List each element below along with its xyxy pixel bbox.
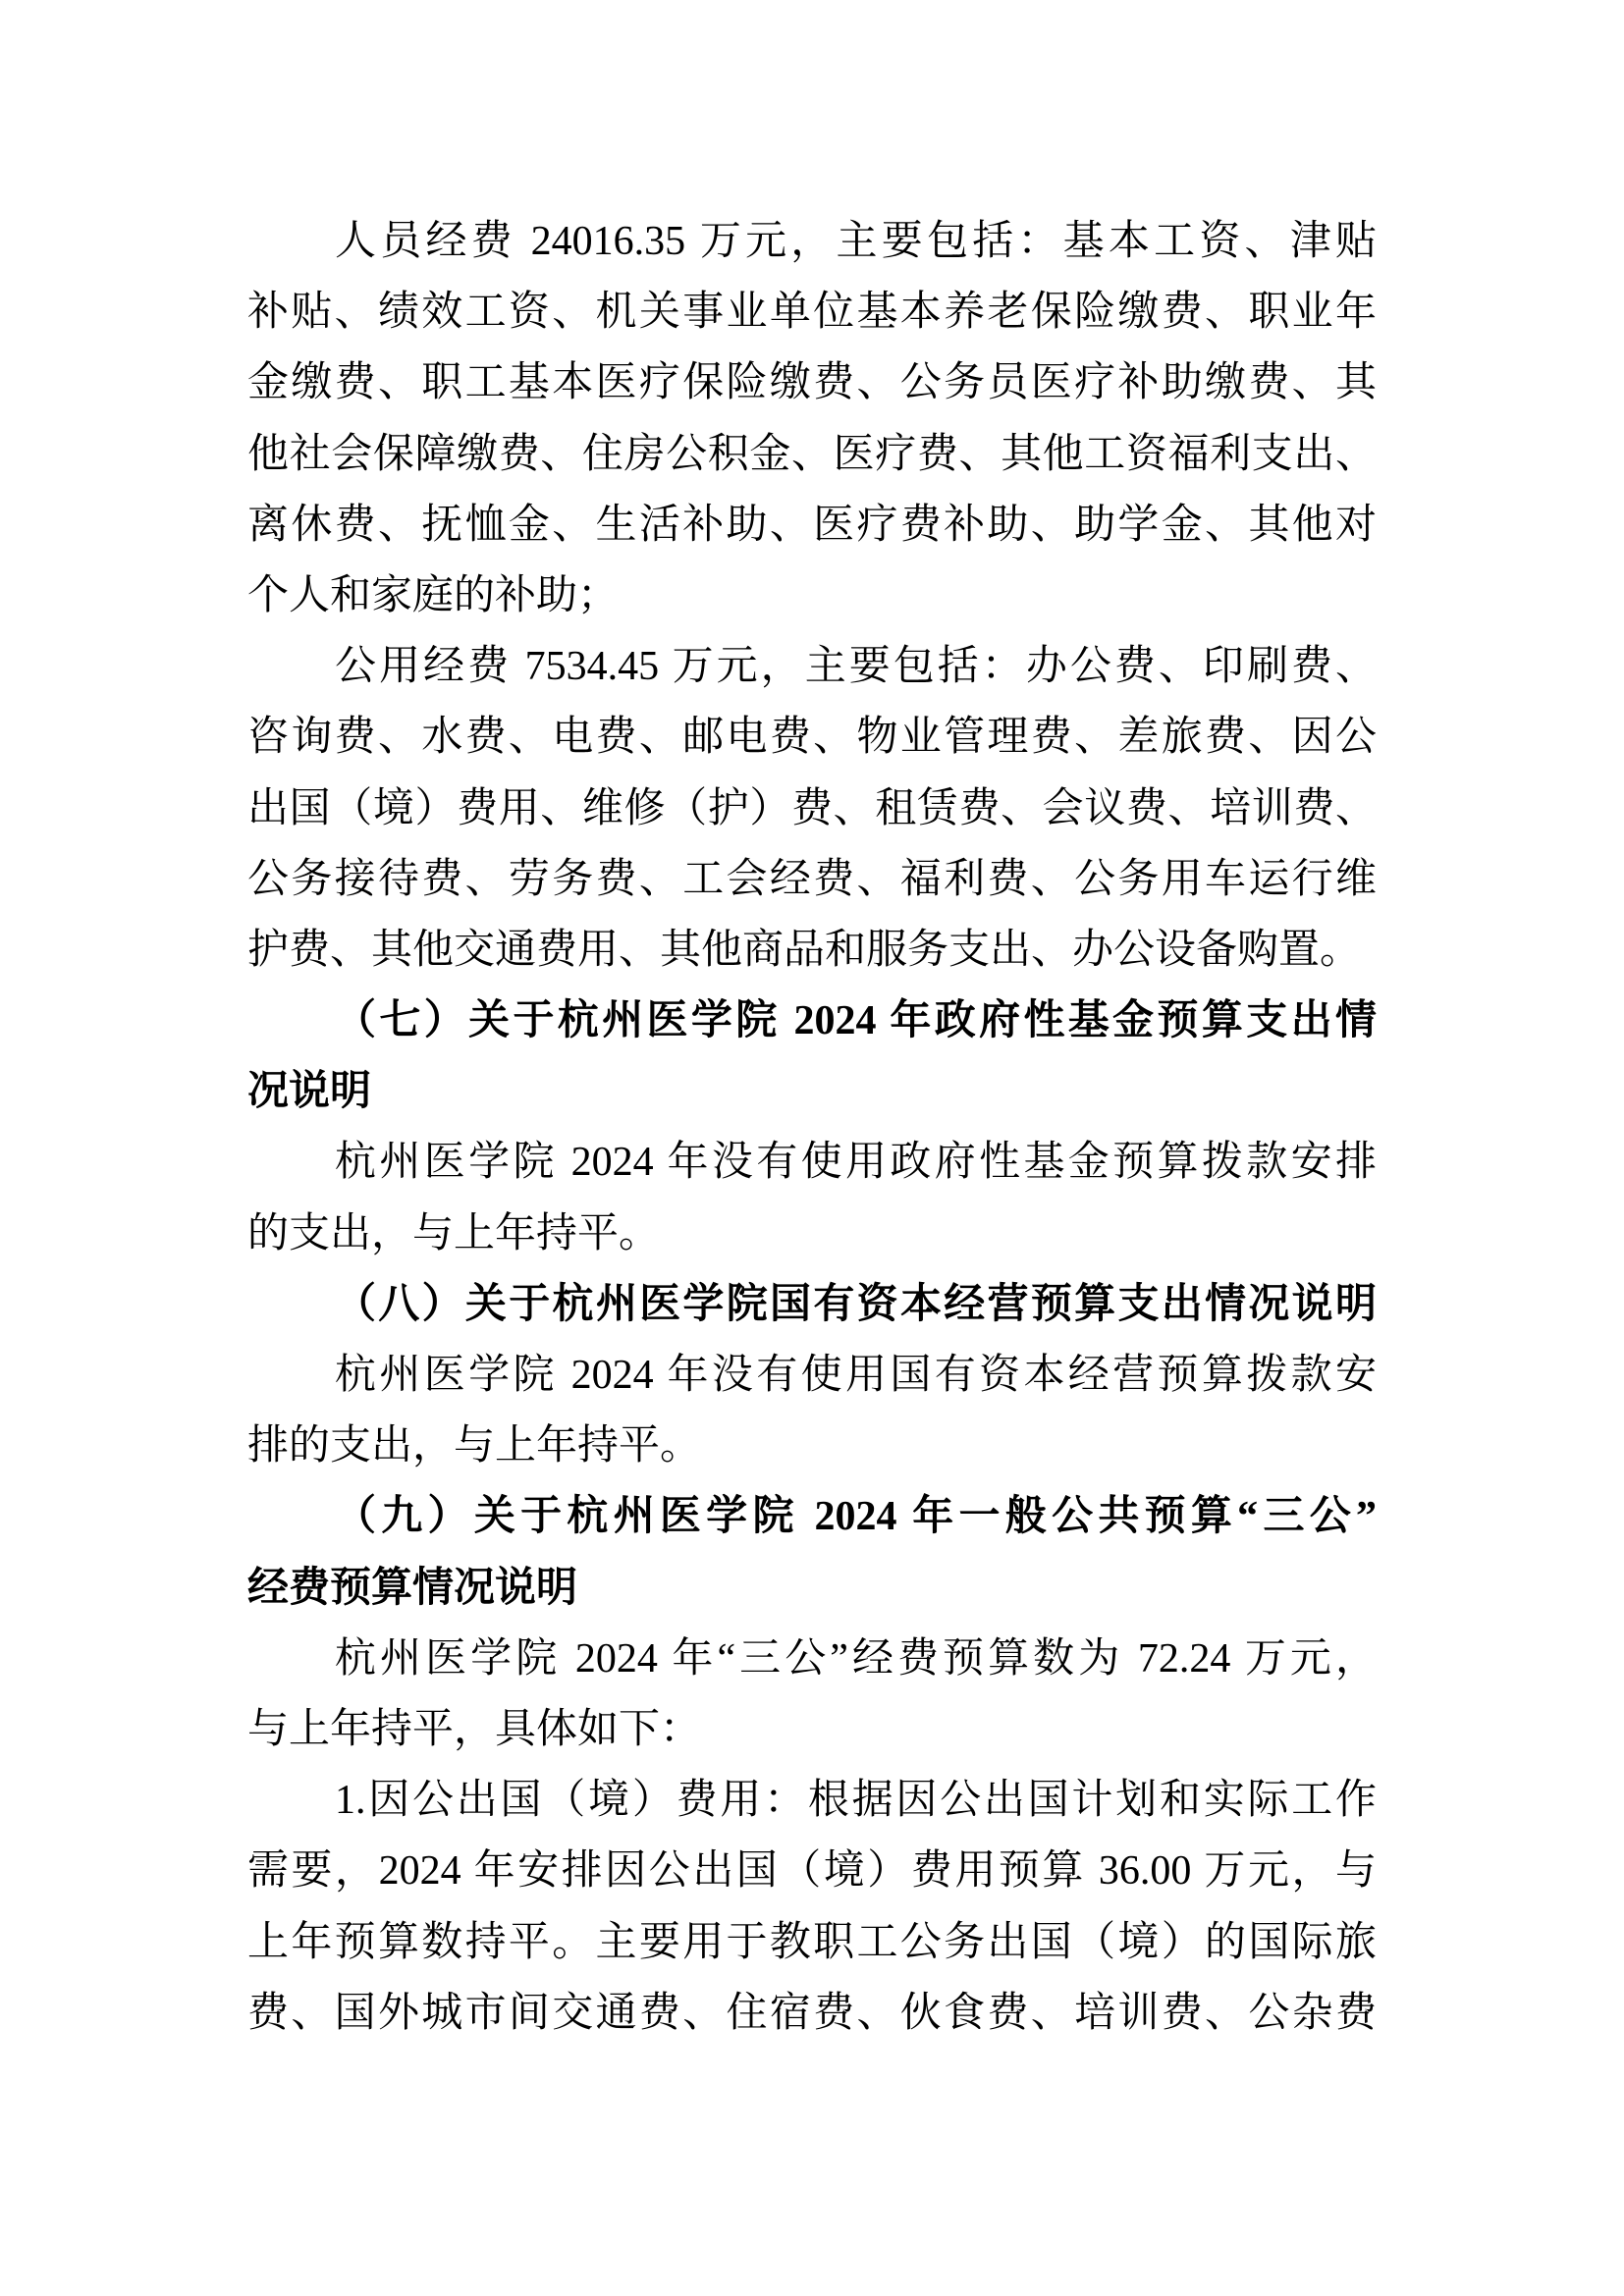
text-line: 上年预算数持平。主要用于教职工公务出国（境）的国际旅 <box>247 1919 1377 1965</box>
text-line: 人员经费 24016.35 万元，主要包括：基本工资、津贴 <box>335 219 1377 264</box>
text-line: 个人和家庭的补助； <box>247 572 620 618</box>
text-line: 的支出，与上年持平。 <box>247 1210 661 1256</box>
text-line: 与上年持平，具体如下： <box>247 1706 702 1752</box>
text-line: 需要，2024 年安排因公出国（境）费用预算 36.00 万元，与 <box>247 1848 1377 1895</box>
text-line: 护费、其他交通费用、其他商品和服务支出、办公设备购置。 <box>247 927 1362 973</box>
text-line: 他社会保障缴费、住房公积金、医疗费、其他工资福利支出、 <box>247 431 1377 477</box>
section-heading-line: 经费预算情况说明 <box>247 1565 578 1611</box>
text-line: 杭州医学院 2024 年没有使用国有资本经营预算拨款安 <box>335 1353 1377 1398</box>
document-text-block <box>247 206 1377 2049</box>
text-line: 杭州医学院 2024 年“三公”经费预算数为 72.24 万元， <box>335 1635 1377 1682</box>
text-line: 金缴费、职工基本医疗保险缴费、公务员医疗补助缴费、其 <box>247 360 1377 406</box>
text-line: 排的支出，与上年持平。 <box>247 1423 702 1469</box>
text-line: 咨询费、水费、电费、邮电费、物业管理费、差旅费、因公 <box>247 715 1377 761</box>
text-line: 出国（境）费用、维修（护）费、租赁费、会议费、培训费、 <box>247 785 1377 831</box>
text-line: 离休费、抚恤金、生活补助、医疗费补助、助学金、其他对 <box>247 502 1377 548</box>
section-heading-line: （九）关于杭州医学院 2024 年一般公共预算“三公” <box>335 1494 1377 1540</box>
text-line: 杭州医学院 2024 年没有使用政府性基金预算拨款安排 <box>335 1140 1377 1186</box>
section-heading-line: （八）关于杭州医学院国有资本经营预算支出情况说明 <box>335 1281 1377 1327</box>
section-heading-line: （七）关于杭州医学院 2024 年政府性基金预算支出情 <box>335 998 1377 1044</box>
text-line: 费、国外城市间交通费、住宿费、伙食费、培训费、公杂费 <box>247 1990 1377 2036</box>
section-heading-line: 况说明 <box>247 1069 372 1115</box>
text-line: 公务接待费、劳务费、工会经费、福利费、公务用车运行维 <box>247 856 1377 902</box>
text-line: 补贴、绩效工资、机关事业单位基本养老保险缴费、职业年 <box>247 290 1377 336</box>
text-line: 公用经费 7534.45 万元，主要包括：办公费、印刷费、 <box>335 644 1377 690</box>
text-line: 1.因公出国（境）费用：根据因公出国计划和实际工作 <box>335 1778 1377 1824</box>
